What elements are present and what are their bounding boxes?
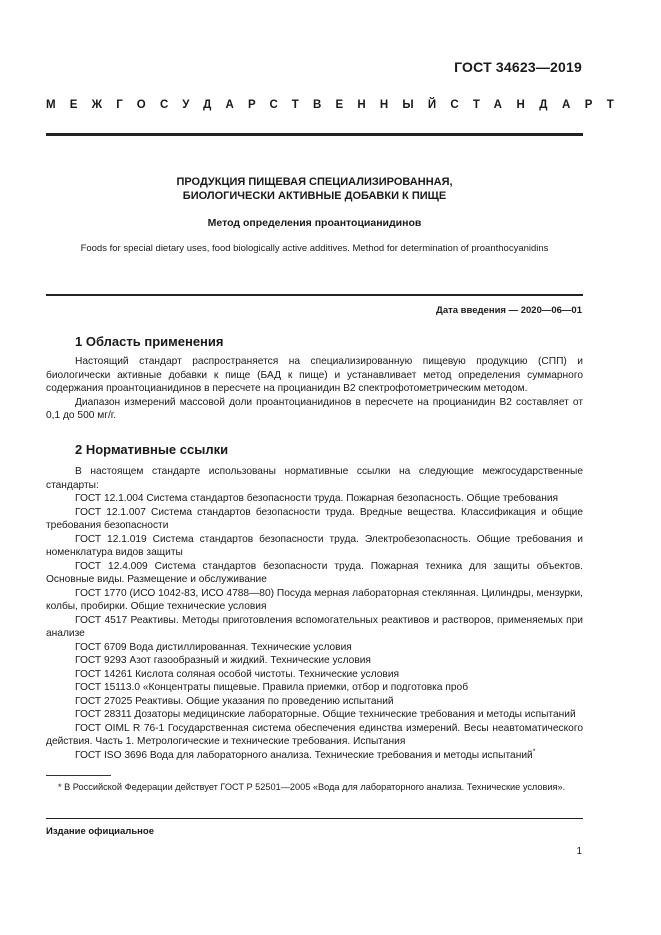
reference-item: ГОСТ 15113.0 «Концентраты пищевые. Правила приемки, отбор и подготовка проб: [75, 682, 469, 693]
reference-item: ГОСТ OIML R 76-1 Государственная система обеспечения единства измерений. Весы неавтоматического действия. Часть 1. Метрологические и технические требования. Испытания: [46, 722, 583, 747]
reference-item: ГОСТ ISO 3696 Вода для лабораторного анализа. Технические требования и методы испытаний: [75, 749, 533, 761]
section-1-heading: 1 Область применения: [75, 334, 224, 349]
introduction-date: Дата введения — 2020—06—01: [436, 305, 582, 316]
section-2-heading: 2 Нормативные ссылки: [75, 442, 229, 457]
official-edition-label: Издание официальное: [46, 826, 154, 837]
interstate-standard-banner: [46, 99, 629, 111]
reference-item: ГОСТ 14261 Кислота соляная особой чистоты. Технические условия: [75, 668, 400, 680]
title-rule: [46, 294, 583, 296]
english-title: Foods for special dietary uses, food biologically active additives. Method for determination of proanthocyanidins: [80, 243, 549, 254]
section-2-intro: В настоящем стандарте использованы нормативные ссылки на следующие межгосударственные стандарты:: [46, 466, 583, 491]
footnote: [46, 781, 583, 794]
reference-item: ГОСТ 12.1.019 Система стандартов безопасности труда. Электробезопасность. Общие требования и номенклатура видов защиты: [46, 533, 583, 558]
document-title: [46, 175, 583, 203]
section-1-paragraph: Настоящий стандарт распространяется на специализированную пищевую продукцию (СПП) и биологически активные добавки к пище (БАД к пище) и устанавливает метод определения суммарного содержания проантоцианидинов в пересчете на процианидин В2 спектрофотометрическим методом.: [46, 356, 583, 394]
reference-item-with-footnote: [46, 749, 583, 763]
reference-item: ГОСТ 6709 Вода дистиллированная. Технические условия: [75, 641, 352, 653]
page-number: 1: [576, 846, 582, 857]
banner-word-standard: СТАНДАРТ: [450, 99, 629, 111]
reference-item: ГОСТ 28311 Дозаторы медицинские лабораторные. Общие технические требования и методы испытаний: [75, 709, 576, 720]
section-2-body: [46, 465, 583, 762]
section-1-paragraph: Диапазон измерений массовой доли проантоцианидинов в пересчете на процианидин В2 составляет от 0,1 до 500 мг/г.: [46, 396, 583, 421]
footer-rule: [46, 818, 583, 819]
title-line-1: ПРОДУКЦИЯ ПИЩЕВАЯ СПЕЦИАЛИЗИРОВАННАЯ,: [176, 176, 453, 188]
reference-item: ГОСТ 12.1.007 Система стандартов безопасности труда. Вредные вещества. Классификация и общие требования безопасности: [46, 506, 583, 531]
reference-item: ГОСТ 27025 Реактивы. Общие указания по проведению испытаний: [75, 695, 394, 707]
footnote-marker: *: [532, 748, 536, 756]
footnote-rule: [46, 775, 111, 776]
document-code: ГОСТ 34623—2019: [454, 59, 582, 75]
footnote-text: * В Российской Федерации действует ГОСТ Р 52501—2005 «Вода для лабораторного анализа. Технические условия».: [58, 782, 566, 792]
document-subtitle: Метод определения проантоцианидинов: [207, 217, 422, 229]
reference-item: ГОСТ 12.4.009 Система стандартов безопасности труда. Пожарная техника для защиты объектов. Основные виды. Размещение и обслуживание: [46, 560, 583, 585]
reference-item: ГОСТ 9293 Азот газообразный и жидкий. Технические условия: [75, 655, 371, 666]
reference-item: ГОСТ 12.1.004 Система стандартов безопасности труда. Пожарная безопасность. Общие требования: [75, 493, 559, 504]
reference-item: ГОСТ 1770 (ИСО 1042-83, ИСО 4788—80) Посуда мерная лабораторная стеклянная. Цилиндры, мензурки, колбы, пробирки. Общие технические условия: [46, 587, 583, 612]
header-rule: [46, 133, 583, 136]
reference-item: ГОСТ 4517 Реактивы. Методы приготовления вспомогательных реактивов и растворов, применяемых при анализе: [46, 614, 583, 639]
title-line-2: БИОЛОГИЧЕСКИ АКТИВНЫЕ ДОБАВКИ К ПИЩЕ: [182, 190, 447, 202]
section-1-body: [46, 355, 583, 423]
banner-word-interstate: МЕЖГОСУДАРСТВЕННЫЙ: [46, 99, 451, 111]
